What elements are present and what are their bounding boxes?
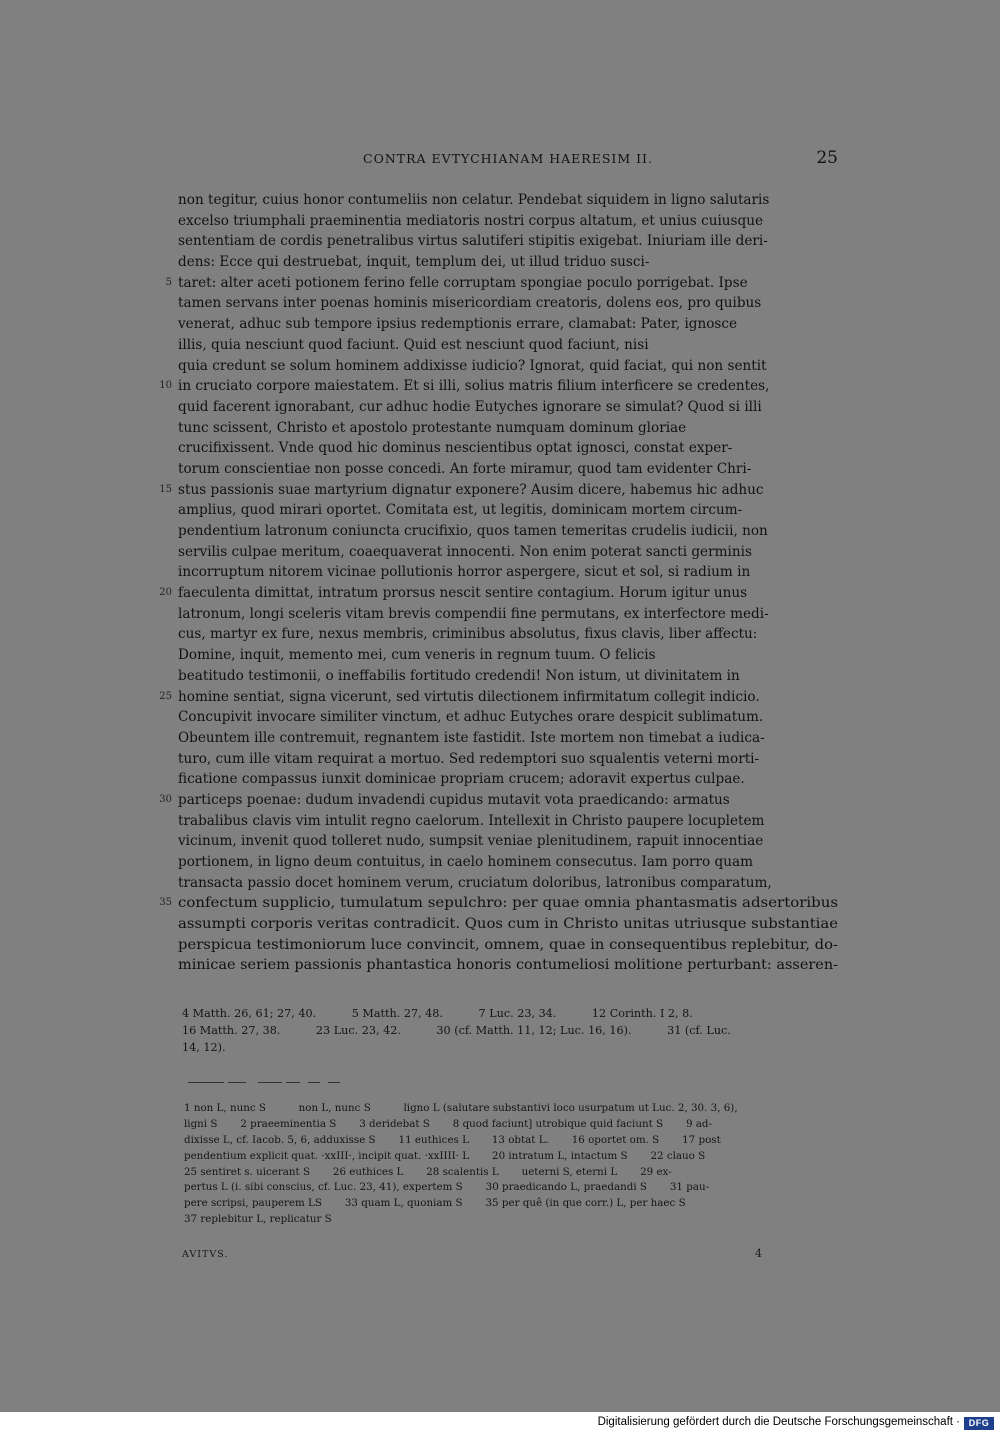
line-text: portionem, in ligno deum contuitus, in caelo hominem consecutus. Iam porro quam — [178, 854, 753, 870]
line-text: latronum, longi sceleris vitam brevis compendii fine permutans, ex interfectore medi- — [178, 605, 769, 622]
line-text: confectum supplicio, tumulatum sepulchro: per quae omnia phantasmatis adsertoribus — [178, 895, 839, 912]
apparatus-text: ligni S 2 praeeminentia S 3 deridebat S 8 quod faciunt] utrobique quid faciunt S 9 ad- — [184, 1117, 712, 1130]
line-text: faeculenta dimittat, intratum prorsus nescit sentire contagium. Horum igitur unus — [178, 585, 748, 602]
critical-apparatus — [184, 1101, 840, 1228]
apparatus-line — [184, 1165, 840, 1181]
text-line — [178, 397, 838, 418]
text-line — [178, 211, 838, 232]
text-line — [178, 935, 838, 956]
text-line — [178, 955, 838, 976]
line-text: perspicua testimoniorum luce convincit, omnem, quae in consequentibus replebitur, do- — [178, 936, 839, 953]
apparatus-text: 37 replebitur L, replicatur S — [184, 1213, 332, 1226]
line-number: 20 — [159, 587, 172, 599]
line-text: particeps poenae: dudum invadendi cupidus mutavit vota praedicando: armatus — [178, 791, 730, 808]
line-number: 15 — [159, 483, 172, 495]
line-text: homine sentiat, signa vicerunt, sed virtutis dilectionem infirmitatum collegit indicio. — [178, 688, 760, 705]
text-line — [178, 500, 838, 521]
text-line — [178, 252, 838, 273]
text-line — [178, 811, 838, 832]
text-line — [159, 376, 838, 397]
line-number: 25 — [159, 690, 172, 702]
apparatus-line — [184, 1117, 840, 1133]
apparatus-text: 25 sentiret s. uicerant S 26 euthices L 28 scalentis L ueterni S, eterni L 29 ex- — [184, 1165, 672, 1178]
apparatus-text: pere scripsi, pauperem LS 33 quam L, quoniam S 35 per quê (in que corr.) L, per haec S — [184, 1197, 686, 1210]
line-text: incorruptum nitorem vicinae pollutionis horror aspergere, sicut et sol, si radium in — [178, 564, 751, 581]
line-text: ficatione compassus iunxit dominicae propriam crucem; adoravit expertus culpae. — [178, 771, 745, 788]
line-text: cus, martyr ex fure, nexus membris, criminibus absolutus, fixus clavis, liber affectu: — [178, 626, 758, 643]
author-signature: AVITVS. — [182, 1249, 229, 1260]
line-text: tunc scissent, Christo et apostolo protestante numquam dominum gloriae — [178, 419, 687, 436]
line-text: quid facerent ignorabant, cur adhuc hodie Eutyches ignorare se simulat? Quod si illi — [178, 398, 762, 415]
line-text: tamen servans inter poenas hominis misericordiam creatoris, dolens eos, pro quibus — [178, 295, 762, 312]
divider-dash — [228, 1082, 246, 1083]
line-text: stus passionis suae martyrium dignatur exponere? Ausim dicere, habemus hic adhuc — [178, 481, 764, 498]
text-line — [178, 521, 838, 542]
reference-text: 14, 12). — [182, 1040, 226, 1054]
line-text: servilis culpae meritum, coaequaverat innocenti. Non enim poterat sancti germinis — [178, 543, 752, 560]
line-number: 35 — [159, 897, 172, 909]
text-line — [178, 769, 838, 790]
text-line — [178, 624, 838, 645]
line-text: in cruciato corpore maiestatem. Et si illi, solius matris filium interficere se credentes, — [178, 378, 770, 395]
text-line — [178, 604, 838, 625]
footer-bar — [0, 1412, 1000, 1434]
apparatus-line — [184, 1133, 840, 1149]
divider-dash — [308, 1082, 320, 1083]
divider-dash — [328, 1082, 340, 1083]
line-text: venerat, adhuc sub tempore ipsius redemptionis errare, clamabat: Pater, ignosce — [178, 316, 738, 333]
text-line — [178, 418, 838, 439]
apparatus-line — [184, 1212, 840, 1228]
line-text: Obeuntem ille contremuit, regnantem iste fastidit. Iste mortem non timebat a iudica- — [178, 729, 765, 746]
text-line — [178, 728, 838, 749]
apparatus-text: dixisse L, cf. Iacob. 5, 6, adduxisse S 11 euthices L 13 obtat L. 16 oportet om. S 17 post — [184, 1133, 721, 1146]
dfg-logo-icon: DFG — [964, 1417, 994, 1430]
reference-line — [182, 1023, 840, 1040]
reference-line — [182, 1040, 840, 1057]
divider-dash — [188, 1082, 224, 1083]
line-text: trabalibus clavis vim intulit regno caelorum. Intellexit in Christo paupere locupletem — [178, 812, 765, 829]
line-text: transacta passio docet hominem verum, cruciatum doloribus, latronibus comparatum, — [178, 874, 772, 891]
text-line — [178, 293, 838, 314]
text-line — [178, 914, 838, 935]
line-text: taret: alter aceti potionem ferino felle corruptam spongiae poculo porrigebat. Ipse — [178, 274, 748, 291]
apparatus-line — [184, 1180, 840, 1196]
line-text: amplius, quod mirari oportet. Comitata est, ut legitis, dominicam mortem circum- — [178, 502, 743, 519]
line-text: illis, quia nesciunt quod faciunt. Quid est nesciunt quod faciunt, nisi — [178, 336, 649, 353]
line-text: assumpti corporis veritas contradicit. Quos cum in Christo unitas utriusque substantiae — [178, 916, 838, 933]
line-text: minicae seriem passionis phantastica honoris contumeliosi molitione perturbant: asseren- — [178, 957, 839, 974]
line-text: crucifixissent. Vnde quod hic dominus nescientibus optat ignosci, constat exper- — [178, 440, 733, 457]
line-text: non tegitur, cuius honor contumeliis non celatur. Pendebat siquidem in ligno salutaris — [178, 192, 770, 208]
text-line — [178, 438, 838, 459]
text-line — [178, 749, 838, 770]
text-line — [178, 314, 838, 335]
line-text: excelso triumphali praeminentia mediatoris nostri corpus altatum, et unius cuiusque — [178, 212, 764, 229]
line-text: quia credunt se solum hominem addixisse iudicio? Ignorat, quid faciat, qui non sentit — [178, 357, 767, 374]
text-line — [178, 542, 838, 563]
main-text — [159, 190, 839, 976]
page-number: 25 — [816, 148, 838, 168]
text-line — [178, 356, 838, 377]
page-header — [178, 148, 838, 175]
line-text: dens: Ecce qui destruebat, inquit, templum dei, ut illud triduo susci- — [178, 254, 650, 271]
text-line — [178, 562, 838, 583]
running-title: CONTRA EVTYCHIANAM HAERESIM II. — [363, 151, 653, 166]
divider-dash — [286, 1082, 300, 1083]
text-line — [178, 831, 838, 852]
text-line — [178, 231, 838, 252]
scripture-references — [182, 1006, 840, 1056]
line-number: 5 — [165, 276, 172, 288]
line-text: torum conscientiae non posse concedi. An forte miramur, quod tam evidenter Chri- — [178, 460, 752, 477]
divider-dash — [258, 1082, 282, 1083]
footer-credit: Digitalisierung gefördert durch die Deutsche Forschungsgemeinschaft · — [597, 1416, 960, 1428]
line-text: sententiam de cordis penetralibus virtus salutiferi stipitis exigebat. Iniuriam ille deri- — [178, 233, 768, 250]
text-line — [178, 645, 838, 666]
text-line — [159, 687, 838, 708]
apparatus-text: pertus L (i. sibi conscius, cf. Luc. 23, 41), expertem S 30 praedicando L, praedandi S 31 pau- — [184, 1181, 710, 1194]
line-text: beatitudo testimonii, o ineffabilis fortitudo credendi! Non istum, ut divinitatem in — [178, 667, 740, 684]
text-line — [178, 707, 838, 728]
text-line — [159, 480, 838, 501]
line-text: pendentium latronum coniuncta crucifixio, quos tamen temeritas crudelis iudicii, non — [178, 523, 768, 539]
text-line — [159, 790, 838, 811]
line-number: 10 — [159, 380, 172, 392]
section-divider — [188, 1082, 358, 1084]
text-line — [178, 873, 838, 894]
text-line — [178, 852, 838, 873]
reference-text: 4 Matth. 26, 61; 27, 40. 5 Matth. 27, 48. 7 Luc. 23, 34. 12 Corinth. I 2, 8. — [182, 1007, 693, 1020]
apparatus-line — [184, 1196, 840, 1212]
line-text: Domine, inquit, memento mei, cum veneris in regnum tuum. O felicis — [178, 647, 656, 664]
apparatus-line — [184, 1101, 840, 1117]
line-number: 30 — [159, 793, 172, 805]
text-line — [159, 583, 838, 604]
text-line — [178, 335, 838, 356]
line-text: vicinum, invenit quod tolleret nudo, sumpsit veniae plenitudinem, rapuit innocentiae — [178, 833, 764, 850]
line-text: Concupivit invocare similiter vinctum, et adhuc Eutyches orare despicit sublimatum. — [178, 709, 764, 726]
apparatus-text: pendentium explicit quat. ·xxIII·, incipit quat. ·xxIIII· L 20 intratum L, intactum S 22 clauo S — [184, 1149, 706, 1162]
text-line — [178, 666, 838, 687]
text-line — [165, 273, 838, 294]
text-line — [178, 459, 838, 480]
line-text: turo, cum ille vitam requirat a mortuo. Sed redemptori suo squalentis veterni morti- — [178, 750, 760, 767]
text-line — [178, 190, 838, 211]
text-line — [159, 893, 839, 914]
sheet-number: 4 — [755, 1247, 762, 1260]
reference-line — [182, 1006, 840, 1023]
apparatus-text: 1 non L, nunc S non L, nunc S ligno L (salutare substantivi loco usurpatum ut Luc. 2, 30. 3, 6), — [184, 1102, 738, 1114]
reference-text: 16 Matth. 27, 38. 23 Luc. 23, 42. 30 (cf. Matth. 11, 12; Luc. 16, 16). 31 (cf. Luc. — [182, 1023, 731, 1037]
signature-row — [182, 1249, 762, 1265]
apparatus-line — [184, 1149, 840, 1165]
